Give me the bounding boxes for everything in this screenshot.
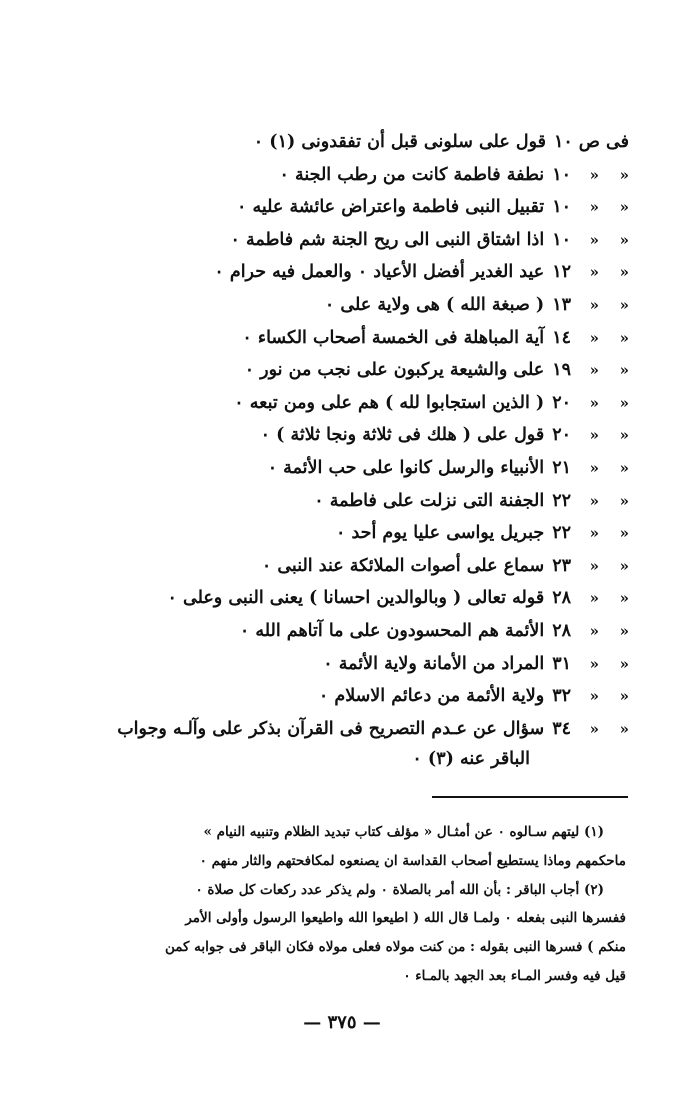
ditto-mark: « — [619, 263, 629, 282]
ditto-mark: « — [619, 198, 629, 217]
ditto-mark: « — [619, 458, 629, 477]
ditto-mark: « — [619, 556, 629, 575]
page-number: ١٩ — [552, 360, 571, 381]
page-number: ١٢ — [552, 262, 571, 283]
footnote-2-line: منكم ) فسرها النبى بقوله : من كنت مولاه فعلى مولاه فكان الباقر فى جوابه كمن — [164, 939, 626, 956]
page-number-footer: — ٣٧٥ — — [303, 1012, 381, 1033]
entry-text: الباقر عنه (٣) ٠ — [412, 748, 530, 769]
ditto-mark: « — [589, 361, 599, 380]
ditto-mark: « — [589, 719, 599, 738]
page-number: ١٠ — [553, 132, 573, 152]
contents-entry — [59, 491, 629, 524]
ditto-mark: « — [619, 687, 629, 706]
entry-text: على والشيعة يركبون على نجب من نور ٠ — [244, 360, 545, 381]
page-number: ١٠ — [552, 197, 571, 218]
entry-text: سؤال عن عـدم التصريح فى القرآن بذكر على وآلـه وجواب — [117, 718, 545, 739]
entry-text: المراد من الأمانة ولاية الأئمة ٠ — [323, 653, 545, 674]
entry-text: قول على ( هلك فى ثلاثة ونجا ثلاثة ) ٠ — [260, 425, 545, 446]
entry-text: ولاية الأئمة من دعائم الاسلام ٠ — [318, 686, 545, 707]
ditto-mark: « — [589, 589, 599, 608]
ditto-mark: « — [619, 654, 629, 673]
page-number: ٣١ — [552, 653, 571, 674]
contents-list — [59, 132, 629, 789]
ditto-mark: « — [589, 198, 599, 217]
entry-text: قول على سلونى قبل أن تفقدونى (١) ٠ — [253, 132, 546, 152]
entry-text: آية المباهلة فى الخمسة أصحاب الكساء ٠ — [242, 327, 545, 348]
page-number: ٣٤ — [552, 718, 571, 739]
ditto-mark: « — [589, 621, 599, 640]
page-number: ٢٠ — [552, 425, 571, 446]
ditto-mark: « — [619, 719, 629, 738]
page-number: ٢٢ — [552, 490, 571, 511]
page-number: ١٠ — [552, 164, 571, 185]
contents-entry — [59, 262, 629, 295]
ditto-mark: « — [589, 165, 599, 184]
footnote-1-line: (١) ليتهم سـالوه ٠ عن أمثـال « مؤلف كتاب تبديد الظلام وتنبيه النيام » — [203, 824, 604, 840]
contents-entry — [59, 621, 629, 654]
ditto-mark: « — [619, 621, 629, 640]
contents-entry — [59, 295, 629, 328]
contents-entry-continuation — [59, 749, 629, 789]
ditto-mark: « — [619, 295, 629, 314]
entry-text: ( صبغة الله ) هى ولاية على ٠ — [324, 294, 545, 315]
contents-entry — [59, 523, 629, 556]
entry-text: جبريل يواسى عليا يوم أحد ٠ — [335, 523, 545, 544]
ditto-mark: « — [619, 328, 629, 347]
footnote-2-line: ففسرها النبى بفعله ٠ ولمـا قال الله ( اطيعوا الله واطيعوا الرسول وأولى الأمر — [185, 910, 626, 927]
contents-entry — [59, 360, 629, 393]
page-number: ١٣ — [552, 294, 571, 315]
ditto-mark: « — [589, 524, 599, 543]
page-number: ١٠ — [552, 229, 571, 250]
footnote-rule — [432, 796, 628, 798]
entry-text: عيد الغدير أفضل الأعياد ٠ والعمل فيه حرام ٠ — [214, 262, 545, 283]
page-number: ٢٠ — [552, 392, 571, 413]
page-number: ٢٨ — [552, 588, 571, 609]
contents-entry — [59, 230, 629, 263]
entry-text: ( الذين استجابوا لله ) هم على ومن تبعه ٠ — [234, 392, 545, 413]
ditto-mark: « — [589, 295, 599, 314]
ditto-mark: « — [619, 589, 629, 608]
ditto-mark: « — [619, 361, 629, 380]
footnote-2-line: (٢) أجاب الباقر : بأن الله أمر بالصلاة ٠ ولم يذكر عدد ركعات كل صلاة ٠ — [195, 881, 604, 898]
entry-text: الجفنة التى نزلت على فاطمة ٠ — [314, 490, 545, 511]
ditto-mark: « — [589, 328, 599, 347]
contents-entry — [59, 197, 629, 230]
ditto-mark: « — [589, 393, 599, 412]
ditto-mark: « — [589, 458, 599, 477]
entry-text: تقبيل النبى فاطمة واعتراض عائشة عليه ٠ — [236, 197, 545, 218]
entry-text: قوله تعالى ( وبالوالدين احسانا ) يعنى النبى وعلى ٠ — [167, 588, 545, 609]
ditto-mark: « — [619, 230, 629, 249]
footnote-1-line: ماحكمهم وماذا يستطيع أصحاب القداسة ان يصنعوه لمكافحتهم والثار منهم ٠ — [199, 852, 626, 869]
entry-text: الأنبياء والرسل كانوا على حب الأئمة ٠ — [267, 457, 545, 478]
ditto-mark: « — [619, 524, 629, 543]
contents-entry — [59, 556, 629, 589]
contents-entry — [59, 458, 629, 491]
footnotes — [56, 818, 626, 991]
contents-entry — [59, 393, 629, 426]
ditto-mark: « — [589, 230, 599, 249]
contents-entry — [59, 425, 629, 458]
page-number: ٢٣ — [552, 555, 571, 576]
ditto-mark: « — [619, 165, 629, 184]
contents-entry — [59, 328, 629, 361]
page-prefix: فى ص — [578, 132, 629, 152]
page-number: ٢٢ — [552, 523, 571, 544]
entry-text: اذا اشتاق النبى الى ريح الجنة شم فاطمة ٠ — [230, 229, 545, 250]
page-number: ٢٨ — [552, 620, 571, 641]
page-number: ٣٢ — [552, 686, 571, 707]
ditto-mark: « — [589, 556, 599, 575]
entry-text: نطفة فاطمة كانت من رطب الجنة ٠ — [279, 164, 545, 185]
contents-entry — [59, 132, 629, 165]
ditto-mark: « — [619, 491, 629, 510]
entry-text: الأئمة هم المحسودون على ما آتاهم الله ٠ — [239, 620, 545, 641]
ditto-mark: « — [589, 654, 599, 673]
ditto-mark: « — [589, 491, 599, 510]
contents-entry — [59, 654, 629, 687]
contents-entry — [59, 686, 629, 719]
ditto-mark: « — [619, 393, 629, 412]
page-number: ٢١ — [552, 457, 571, 478]
ditto-mark: « — [589, 687, 599, 706]
ditto-mark: « — [619, 426, 629, 445]
contents-entry — [59, 165, 629, 198]
footnote-2-line: قيل فيه وفسر المـاء بعد الجهد بالمـاء ٠ — [403, 967, 626, 984]
contents-entry — [59, 719, 629, 749]
ditto-mark: « — [589, 263, 599, 282]
ditto-mark: « — [589, 426, 599, 445]
entry-text: سماع على أصوات الملائكة عند النبى ٠ — [261, 555, 545, 576]
contents-entry — [59, 588, 629, 621]
page-number: ١٤ — [552, 327, 571, 348]
